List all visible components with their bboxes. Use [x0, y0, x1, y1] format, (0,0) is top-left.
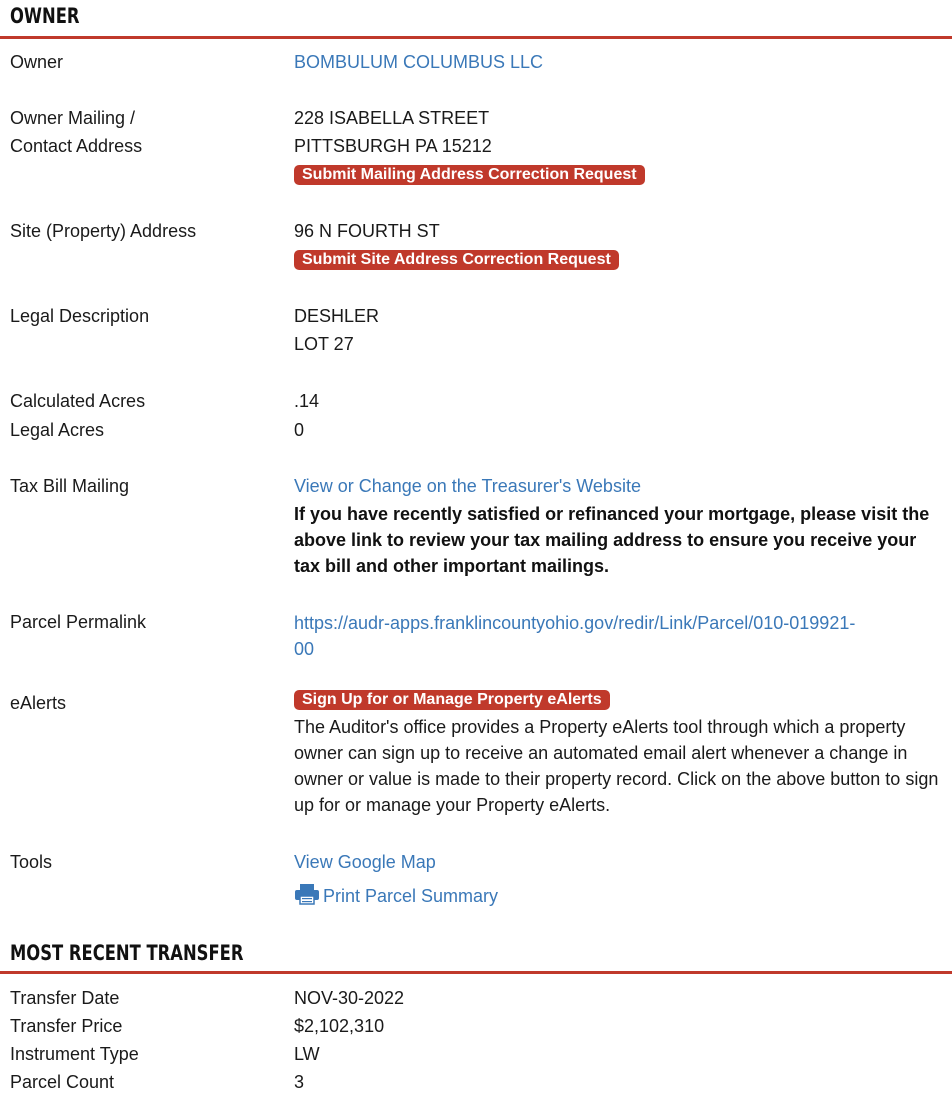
mailing-correction-button[interactable]: Submit Mailing Address Correction Request — [294, 165, 645, 185]
print-parcel-summary-label[interactable]: Print Parcel Summary — [323, 886, 499, 906]
mailing-address-line2: PITTSBURGH PA 15212 — [294, 136, 492, 156]
calculated-acres-label: Calculated Acres — [10, 391, 146, 411]
ealerts-description: The Auditor's office provides a Property eAlerts tool through which a property owner can sign up to receive an automated email alert whenever a change in owner or value is made to their property record. Click on the above button to sign up for or manage your Property eAlerts. — [294, 717, 939, 815]
google-map-link[interactable]: View Google Map — [294, 852, 436, 872]
mailing-address-line1: 228 ISABELLA STREET — [294, 108, 490, 128]
print-parcel-summary-link[interactable] — [294, 883, 498, 908]
site-address-value: 96 N FOURTH ST — [294, 221, 440, 241]
tax-bill-notice: If you have recently satisfied or refinanced your mortgage, please visit the above link to review your tax mailing address to ensure you receive your tax bill and other important mailings. — [294, 504, 930, 576]
owner-section-title: OWNER — [10, 4, 80, 28]
transfer-price-label: Transfer Price — [10, 1016, 123, 1036]
ealerts-signup-button[interactable]: Sign Up for or Manage Property eAlerts — [294, 690, 610, 710]
transfer-date-label: Transfer Date — [10, 988, 120, 1008]
owner-label: Owner — [10, 52, 64, 72]
treasurer-website-link[interactable]: View or Change on the Treasurer's Website — [294, 476, 641, 496]
transfer-section-title: MOST RECENT TRANSFER — [10, 941, 244, 965]
site-correction-button[interactable]: Submit Site Address Correction Request — [294, 250, 619, 270]
ealerts-label: eAlerts — [10, 693, 67, 713]
parcel-count-label: Parcel Count — [10, 1072, 115, 1092]
legal-description-label: Legal Description — [10, 306, 150, 326]
parcel-permalink-label: Parcel Permalink — [10, 612, 147, 632]
calculated-acres-value: .14 — [294, 391, 320, 411]
transfer-date-value: NOV-30-2022 — [294, 988, 405, 1008]
owner-name-link[interactable]: BOMBULUM COLUMBUS LLC — [294, 52, 544, 72]
parcel-permalink-link[interactable] — [294, 610, 946, 662]
printer-icon — [294, 883, 320, 905]
owner-section-divider — [0, 36, 952, 39]
transfer-section-divider — [0, 971, 952, 974]
instrument-type-value: LW — [294, 1044, 320, 1064]
mailing-label-line1: Owner Mailing / — [10, 108, 136, 128]
legal-acres-label: Legal Acres — [10, 420, 105, 440]
mailing-label-line2: Contact Address — [10, 136, 143, 156]
legal-description-line2: LOT 27 — [294, 334, 354, 354]
tools-label: Tools — [10, 852, 53, 872]
instrument-type-label: Instrument Type — [10, 1044, 139, 1064]
site-address-label: Site (Property) Address — [10, 221, 197, 241]
parcel-count-value: 3 — [294, 1072, 305, 1092]
legal-acres-value: 0 — [294, 420, 305, 440]
parcel-permalink-line2[interactable]: 00 — [294, 639, 315, 659]
parcel-permalink-line1[interactable]: https://audr-apps.franklincountyohio.gov/redir/Link/Parcel/010-019921- — [294, 613, 856, 633]
legal-description-line1: DESHLER — [294, 306, 380, 326]
transfer-price-value: $2,102,310 — [294, 1016, 385, 1036]
tax-bill-mailing-label: Tax Bill Mailing — [10, 476, 130, 496]
